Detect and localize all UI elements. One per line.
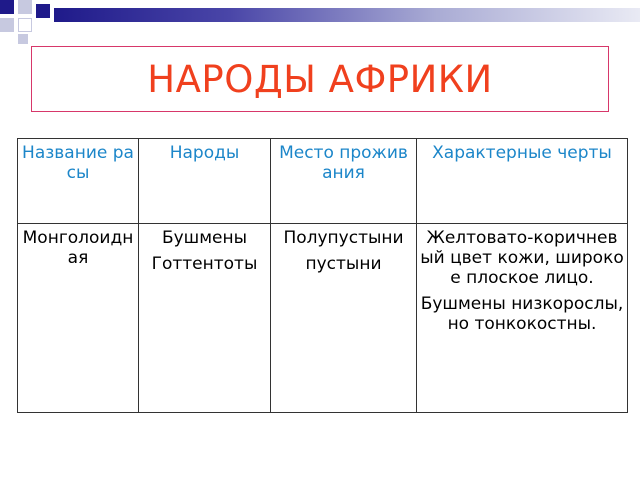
people-item: Бушмены bbox=[161, 228, 248, 248]
table-header-row bbox=[18, 139, 628, 224]
header-stripe bbox=[54, 8, 640, 22]
header-traits: Характерные черты bbox=[417, 139, 628, 224]
cell-race bbox=[18, 224, 139, 413]
decor-square bbox=[36, 4, 50, 18]
habitat-item: Полупустыни bbox=[283, 228, 404, 248]
trait-item: Бушмены низкорослы, но тонкокостны. bbox=[420, 294, 624, 334]
cell-traits bbox=[417, 224, 628, 413]
decor-square bbox=[18, 0, 32, 14]
title-box bbox=[31, 46, 609, 112]
decor-square bbox=[0, 18, 14, 32]
decor-square bbox=[18, 34, 28, 44]
decor-square bbox=[0, 0, 14, 14]
slide-title: НАРОДЫ АФРИКИ bbox=[147, 57, 493, 101]
cell-habitat bbox=[271, 224, 417, 413]
header-race-name: Название расы bbox=[18, 139, 139, 224]
decor-square bbox=[18, 18, 32, 32]
header-habitat: Место проживания bbox=[271, 139, 417, 224]
races-table bbox=[17, 138, 628, 413]
people-item: Готтентоты bbox=[151, 254, 258, 274]
header-peoples: Народы bbox=[139, 139, 271, 224]
race-name: Монголоидная bbox=[22, 228, 134, 268]
trait-item: Желтовато-коричневый цвет кожи, широкое плоское лицо. bbox=[420, 228, 624, 288]
table-row bbox=[18, 224, 628, 413]
cell-peoples bbox=[139, 224, 271, 413]
habitat-item: пустыни bbox=[305, 254, 382, 274]
